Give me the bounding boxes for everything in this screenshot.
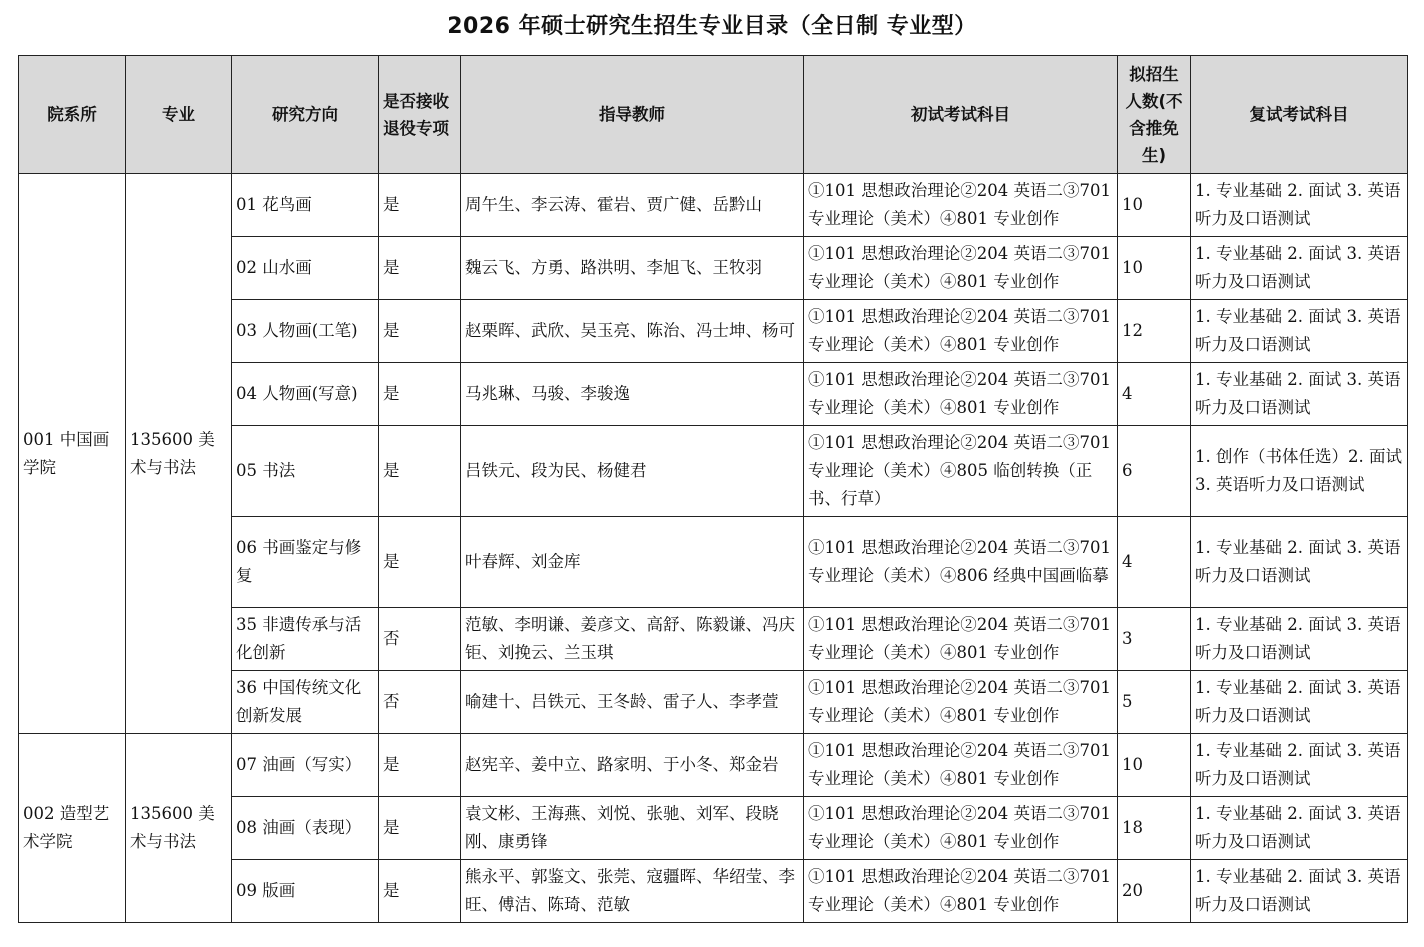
table-row — [19, 174, 1408, 237]
dept-cell: 001 中国画学院 — [19, 174, 126, 734]
exam-cell: ①101 思想政治理论②204 英语二③701 专业理论（美术）④801 专业创作 — [804, 300, 1118, 363]
header-dept: 院系所 — [19, 56, 126, 174]
retest-cell: 1. 创作（书体任选）2. 面试 3. 英语听力及口语测试 — [1191, 426, 1408, 517]
retest-cell: 1. 专业基础 2. 面试 3. 英语听力及口语测试 — [1191, 608, 1408, 671]
retest-cell: 1. 专业基础 2. 面试 3. 英语听力及口语测试 — [1191, 860, 1408, 923]
direction-cell: 36 中国传统文化创新发展 — [232, 671, 379, 734]
quota-cell: 18 — [1118, 797, 1191, 860]
header-quota: 拟招生人数(不含推免生) — [1118, 56, 1191, 174]
table-row — [19, 734, 1408, 797]
advisors-cell: 熊永平、郭鉴文、张莞、寇疆晖、华绍莹、李旺、傅洁、陈琦、范敏 — [461, 860, 804, 923]
retest-cell: 1. 专业基础 2. 面试 3. 英语听力及口语测试 — [1191, 671, 1408, 734]
advisors-cell: 袁文彬、王海燕、刘悦、张驰、刘军、段晓刚、康勇锋 — [461, 797, 804, 860]
header-advisors: 指导教师 — [461, 56, 804, 174]
quota-cell: 6 — [1118, 426, 1191, 517]
quota-cell: 5 — [1118, 671, 1191, 734]
retest-cell: 1. 专业基础 2. 面试 3. 英语听力及口语测试 — [1191, 300, 1408, 363]
advisors-cell: 魏云飞、方勇、路洪明、李旭飞、王牧羽 — [461, 237, 804, 300]
veteran-cell: 是 — [379, 426, 461, 517]
quota-cell: 10 — [1118, 734, 1191, 797]
quota-cell: 10 — [1118, 237, 1191, 300]
catalog-table — [18, 55, 1408, 923]
retest-cell: 1. 专业基础 2. 面试 3. 英语听力及口语测试 — [1191, 237, 1408, 300]
exam-cell: ①101 思想政治理论②204 英语二③701 专业理论（美术）④801 专业创作 — [804, 797, 1118, 860]
page-title: 2026 年硕士研究生招生专业目录（全日制 专业型） — [447, 14, 977, 39]
advisors-cell: 周午生、李云涛、霍岩、贾广健、岳黔山 — [461, 174, 804, 237]
header-major: 专业 — [126, 56, 232, 174]
veteran-cell: 是 — [379, 860, 461, 923]
direction-cell: 07 油画（写实） — [232, 734, 379, 797]
exam-cell: ①101 思想政治理论②204 英语二③701 专业理论（美术）④806 经典中国画临摹 — [804, 517, 1118, 608]
veteran-cell: 否 — [379, 608, 461, 671]
header-exam: 初试考试科目 — [804, 56, 1118, 174]
veteran-cell: 是 — [379, 734, 461, 797]
direction-cell: 08 油画（表现） — [232, 797, 379, 860]
retest-cell: 1. 专业基础 2. 面试 3. 英语听力及口语测试 — [1191, 174, 1408, 237]
exam-cell: ①101 思想政治理论②204 英语二③701 专业理论（美术）④801 专业创作 — [804, 174, 1118, 237]
veteran-cell: 是 — [379, 797, 461, 860]
advisors-cell: 范敏、李明谦、姜彦文、高舒、陈毅谦、冯庆钜、刘挽云、兰玉琪 — [461, 608, 804, 671]
exam-cell: ①101 思想政治理论②204 英语二③701 专业理论（美术）④801 专业创作 — [804, 671, 1118, 734]
quota-cell: 20 — [1118, 860, 1191, 923]
quota-cell: 12 — [1118, 300, 1191, 363]
exam-cell: ①101 思想政治理论②204 英语二③701 专业理论（美术）④801 专业创作 — [804, 860, 1118, 923]
veteran-cell: 否 — [379, 671, 461, 734]
exam-cell: ①101 思想政治理论②204 英语二③701 专业理论（美术）④801 专业创作 — [804, 734, 1118, 797]
veteran-cell: 是 — [379, 300, 461, 363]
direction-cell: 03 人物画(工笔) — [232, 300, 379, 363]
header-retest: 复试考试科目 — [1191, 56, 1408, 174]
exam-cell: ①101 思想政治理论②204 英语二③701 专业理论（美术）④805 临创转换（正书、行草） — [804, 426, 1118, 517]
advisors-cell: 喻建十、吕铁元、王冬龄、雷子人、李孝萱 — [461, 671, 804, 734]
major-cell: 135600 美术与书法 — [126, 174, 232, 734]
direction-cell: 06 书画鉴定与修复 — [232, 517, 379, 608]
direction-cell: 35 非遗传承与活化创新 — [232, 608, 379, 671]
direction-cell: 05 书法 — [232, 426, 379, 517]
header-veteran: 是否接收退役专项 — [379, 56, 461, 174]
direction-cell: 02 山水画 — [232, 237, 379, 300]
quota-cell: 4 — [1118, 517, 1191, 608]
retest-cell: 1. 专业基础 2. 面试 3. 英语听力及口语测试 — [1191, 734, 1408, 797]
advisors-cell: 吕铁元、段为民、杨健君 — [461, 426, 804, 517]
veteran-cell: 是 — [379, 363, 461, 426]
direction-cell: 01 花鸟画 — [232, 174, 379, 237]
header-direction: 研究方向 — [232, 56, 379, 174]
direction-cell: 09 版画 — [232, 860, 379, 923]
veteran-cell: 是 — [379, 237, 461, 300]
veteran-cell: 是 — [379, 517, 461, 608]
quota-cell: 3 — [1118, 608, 1191, 671]
exam-cell: ①101 思想政治理论②204 英语二③701 专业理论（美术）④801 专业创作 — [804, 363, 1118, 426]
exam-cell: ①101 思想政治理论②204 英语二③701 专业理论（美术）④801 专业创作 — [804, 608, 1118, 671]
dept-cell: 002 造型艺术学院 — [19, 734, 126, 923]
retest-cell: 1. 专业基础 2. 面试 3. 英语听力及口语测试 — [1191, 797, 1408, 860]
advisors-cell: 叶春辉、刘金库 — [461, 517, 804, 608]
quota-cell: 10 — [1118, 174, 1191, 237]
major-cell: 135600 美术与书法 — [126, 734, 232, 923]
exam-cell: ①101 思想政治理论②204 英语二③701 专业理论（美术）④801 专业创作 — [804, 237, 1118, 300]
header-row — [19, 56, 1408, 174]
advisors-cell: 赵宪辛、姜中立、路家明、于小冬、郑金岩 — [461, 734, 804, 797]
advisors-cell: 马兆琳、马骏、李骏逸 — [461, 363, 804, 426]
quota-cell: 4 — [1118, 363, 1191, 426]
retest-cell: 1. 专业基础 2. 面试 3. 英语听力及口语测试 — [1191, 517, 1408, 608]
advisors-cell: 赵栗晖、武欣、吴玉亮、陈治、冯士坤、杨可 — [461, 300, 804, 363]
direction-cell: 04 人物画(写意) — [232, 363, 379, 426]
retest-cell: 1. 专业基础 2. 面试 3. 英语听力及口语测试 — [1191, 363, 1408, 426]
veteran-cell: 是 — [379, 174, 461, 237]
